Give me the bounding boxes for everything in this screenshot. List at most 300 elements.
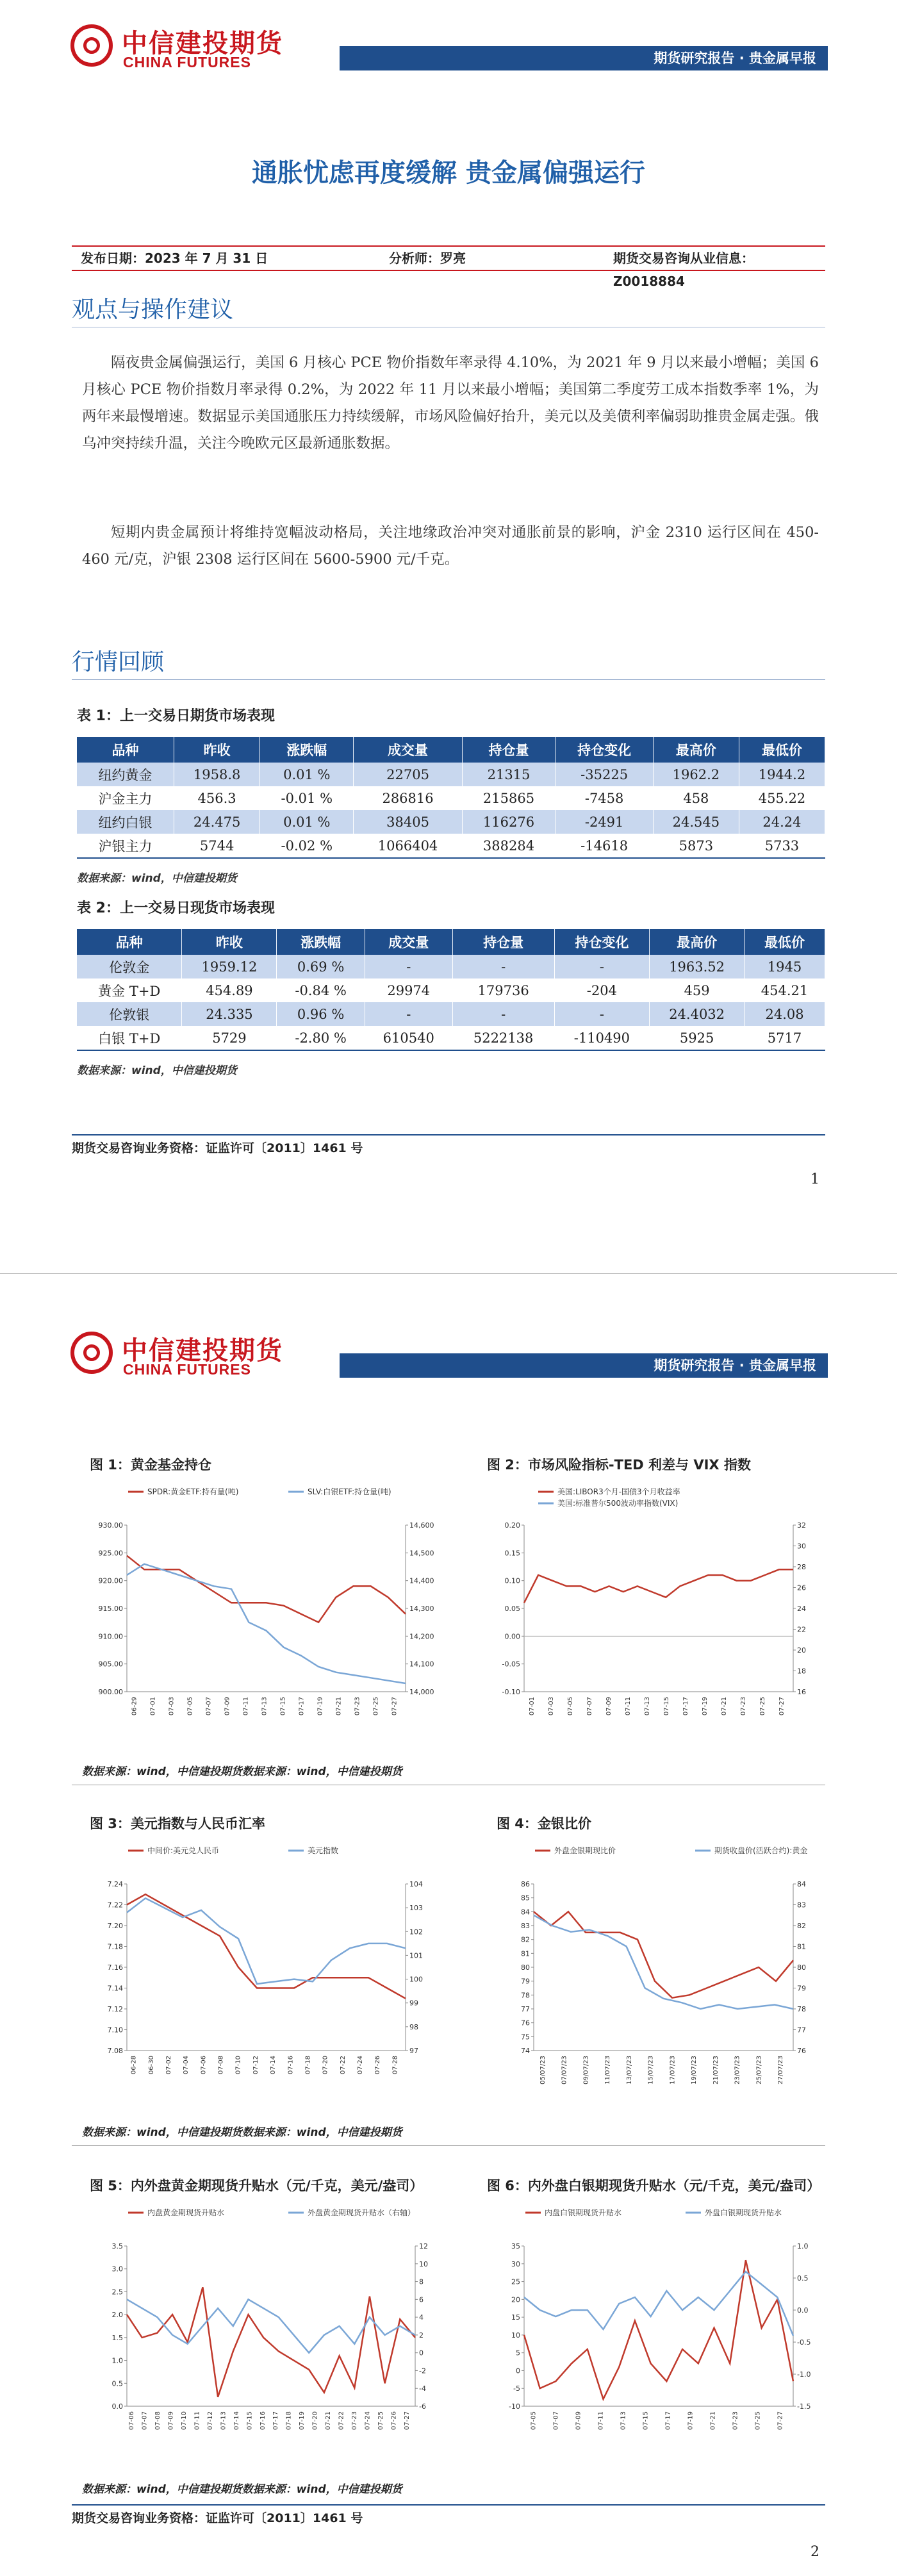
x-tick-label: 07-28: [391, 2056, 399, 2075]
col-header: 成交量: [354, 737, 462, 763]
footer-rule: [72, 1134, 825, 1135]
series-line: [534, 1915, 793, 2009]
series-line: [534, 1911, 793, 1997]
y-tick-label-left: 15: [511, 2313, 520, 2322]
figure-3: [90, 1813, 439, 2102]
table-cell: 伦敦银: [77, 1002, 182, 1026]
x-tick-label: 07-05: [567, 1697, 574, 1716]
table-cell: -0.02 %: [260, 834, 354, 858]
table-cell: 454.21: [745, 978, 825, 1002]
y-tick-label-right: 82: [797, 1922, 806, 1930]
table-cell: 5733: [739, 834, 825, 858]
x-tick-label: 07-27: [778, 1697, 786, 1716]
y-tick-label-right: -6: [419, 2402, 426, 2411]
y-tick-label-right: 104: [409, 1880, 423, 1888]
y-tick-label-left: 7.24: [107, 1880, 123, 1888]
y-tick-label-left: -0.05: [502, 1660, 520, 1669]
chart-usd-cny: [90, 1839, 439, 2102]
y-tick-label-right: 83: [797, 1901, 806, 1910]
logo-icon: [70, 1332, 113, 1374]
table-cell: 24.335: [182, 1002, 277, 1026]
table-cell: 1958.8: [174, 763, 260, 786]
x-tick-label: 07-15: [663, 1697, 670, 1716]
y-tick-label-left: 910.00: [98, 1632, 123, 1641]
y-tick-label-right: 8: [419, 2277, 424, 2286]
y-tick-label-left: 0.00: [504, 1632, 520, 1641]
y-tick-label-left: 79: [521, 1977, 530, 1986]
table-cell: -14618: [555, 834, 653, 858]
x-tick-label: 07-23: [350, 2411, 358, 2431]
table-cell: -: [452, 955, 554, 978]
table-cell: -: [365, 1002, 452, 1026]
y-tick-label-left: 85: [521, 1894, 530, 1903]
table-cell: 沪银主力: [77, 834, 174, 858]
y-tick-label-left: 1.0: [111, 2356, 123, 2365]
y-tick-label-left: 7.16: [107, 1963, 123, 1972]
table-cell: -: [452, 1002, 554, 1026]
table-row: [77, 1026, 825, 1050]
y-tick-label-right: 78: [797, 2005, 806, 2013]
figure-1: [90, 1455, 439, 1743]
col-header: 持仓变化: [554, 929, 650, 955]
spot-table: [77, 929, 825, 1051]
col-header: 最低价: [739, 737, 825, 763]
y-tick-label-left: 7.08: [107, 2047, 123, 2055]
y-tick-label-right: 103: [409, 1904, 423, 1913]
figure-caption: 图 2：市场风险指标-TED 利差与 VIX 指数: [487, 1457, 751, 1473]
table-cell: 116276: [462, 810, 555, 834]
meta-bar: [72, 245, 825, 289]
x-tick-label: 07-24: [357, 2056, 365, 2075]
table-cell: 伦敦金: [77, 955, 182, 978]
x-tick-label: 05/07/23: [539, 2056, 547, 2085]
y-tick-label-right: 14,500: [409, 1549, 434, 1558]
table-row: [77, 834, 825, 858]
figure-5: [90, 2176, 461, 2457]
table2-source: 数据来源：wind，中信建投期货: [77, 1064, 237, 1077]
x-tick-label: 07-20: [322, 2056, 329, 2075]
y-tick-label-left: 7.14: [107, 1984, 123, 1993]
y-tick-label-right: 14,100: [409, 1660, 434, 1669]
x-tick-label: 07-22: [338, 2411, 345, 2431]
x-tick-label: 07-14: [270, 2056, 277, 2075]
table-cell: 179736: [452, 978, 554, 1002]
x-tick-label: 07-07: [205, 1697, 213, 1716]
x-tick-label: 07-05: [530, 2411, 538, 2431]
series-line: [127, 1564, 406, 1683]
col-header: 最高价: [650, 929, 745, 955]
x-tick-label: 07-15: [246, 2411, 254, 2431]
table-cell: -2.80 %: [277, 1026, 365, 1050]
x-tick-label: 07-19: [317, 1697, 324, 1716]
y-tick-label-left: 7.20: [107, 1922, 123, 1930]
y-tick-label-left: 77: [521, 2005, 530, 2013]
y-tick-label-right: -0.5: [797, 2338, 811, 2347]
legend-label: SLV:白银ETF:持仓量(吨): [308, 1487, 391, 1496]
x-tick-label: 07-10: [181, 2411, 188, 2431]
table-cell: -0.01 %: [260, 786, 354, 810]
y-tick-label-left: 81: [521, 1949, 530, 1958]
table-cell: 1962.2: [653, 763, 739, 786]
y-tick-label-left: 83: [521, 1922, 530, 1930]
legend-label: 内盘白银期现货升贴水: [545, 2208, 622, 2217]
y-tick-label-right: 77: [797, 2026, 806, 2035]
y-tick-label-left: 74: [521, 2047, 530, 2055]
x-tick-label: 07-13: [220, 2411, 227, 2431]
x-tick-label: 07-12: [206, 2411, 214, 2431]
legend-label: 美国:标准普尔500波动率指数(VIX): [557, 1499, 679, 1508]
table-cell: 0.01 %: [260, 810, 354, 834]
col-header: 最低价: [745, 929, 825, 955]
table2-caption: 表 2：上一交易日现货市场表现: [77, 900, 275, 916]
legend-label: SPDR:黄金ETF:持有量(吨): [147, 1487, 239, 1496]
y-tick-label-left: 925.00: [98, 1549, 123, 1558]
x-tick-label: 07-13: [620, 2411, 627, 2431]
legend-label: 外盘黄金期现货升贴水（右轴）: [308, 2208, 416, 2217]
table-cell: 388284: [462, 834, 555, 858]
y-tick-label-right: 79: [797, 1984, 806, 1993]
x-tick-label: 07-10: [235, 2056, 242, 2075]
company-logo: [70, 1326, 288, 1387]
col-header: 品种: [77, 737, 174, 763]
table-cell: 455.22: [739, 786, 825, 810]
x-tick-label: 21/07/23: [712, 2056, 720, 2085]
x-tick-label: 07-17: [272, 2411, 280, 2431]
table-cell: 24.24: [739, 810, 825, 834]
y-tick-label-left: 915.00: [98, 1605, 123, 1613]
y-tick-label-right: -1.5: [797, 2402, 811, 2411]
y-tick-label-left: 78: [521, 1991, 530, 2000]
x-tick-label: 07-19: [687, 2411, 695, 2431]
company-logo: [70, 19, 288, 80]
table-row: [77, 1002, 825, 1026]
x-tick-label: 07-11: [625, 1697, 632, 1716]
logo-icon: [70, 24, 113, 67]
figure-source: 数据来源：wind，中信建投期货数据来源：wind，中信建投期货: [82, 1765, 402, 1778]
figure-caption: 图 1：黄金基金持仓: [90, 1457, 211, 1473]
table-row: [77, 978, 825, 1002]
x-tick-label: 07-07: [586, 1697, 593, 1716]
x-tick-label: 06-29: [131, 1697, 138, 1716]
x-tick-label: 07-03: [168, 1697, 176, 1716]
y-tick-label-right: 80: [797, 1963, 806, 1972]
y-tick-label-left: 82: [521, 1935, 530, 1944]
chart-silver-basis: [487, 2201, 827, 2457]
table-cell: 21315: [462, 763, 555, 786]
x-tick-label: 07-06: [200, 2056, 208, 2075]
y-tick-label-right: 20: [797, 1646, 806, 1655]
y-tick-label-right: 16: [797, 1688, 806, 1696]
x-tick-label: 07-25: [754, 2411, 762, 2431]
y-tick-label-left: 25: [511, 2277, 520, 2286]
logo-cn: 中信建投期货: [122, 1335, 283, 1366]
table-row: [77, 810, 825, 834]
x-tick-label: 07-26: [390, 2411, 398, 2431]
table-cell: 5873: [653, 834, 739, 858]
table-cell: 24.475: [174, 810, 260, 834]
x-tick-label: 07-13: [261, 1697, 268, 1716]
y-tick-label-right: 14,200: [409, 1632, 434, 1641]
y-tick-label-right: -4: [419, 2384, 426, 2393]
series-line: [524, 2272, 793, 2336]
y-tick-label-left: 0.0: [111, 2402, 123, 2411]
x-tick-label: 07-18: [285, 2411, 293, 2431]
page-gap: [0, 1234, 897, 1314]
y-tick-label-right: -1.0: [797, 2370, 811, 2379]
table-cell: -0.84 %: [277, 978, 365, 1002]
x-tick-label: 07-11: [193, 2411, 201, 2431]
y-tick-label-left: 2.5: [111, 2288, 123, 2297]
logo-en: CHINA FUTURES: [123, 1361, 251, 1378]
x-tick-label: 13/07/23: [625, 2056, 633, 2085]
x-tick-label: 07-09: [167, 2411, 175, 2431]
figure-caption: 图 3：美元指数与人民币汇率: [90, 1816, 265, 1831]
x-tick-label: 07-15: [279, 1697, 287, 1716]
footer-license: 期货交易咨询业务资格：证监许可〔2011〕1461 号: [72, 1141, 363, 1155]
x-tick-label: 07-21: [325, 2411, 333, 2431]
y-tick-label-left: 905.00: [98, 1660, 123, 1669]
x-tick-label: 09/07/23: [582, 2056, 590, 2085]
table-cell: 1945: [745, 955, 825, 978]
section-rule: [72, 679, 825, 680]
figure-source: 数据来源：wind，中信建投期货数据来源：wind，中信建投期货: [82, 2483, 402, 2496]
x-tick-label: 07-13: [644, 1697, 651, 1716]
table-cell: 456.3: [174, 786, 260, 810]
y-tick-label-left: -0.10: [502, 1688, 520, 1696]
series-line: [127, 2287, 415, 2397]
table-cell: -: [365, 955, 452, 978]
x-tick-label: 25/07/23: [755, 2056, 763, 2085]
x-tick-label: 07-16: [287, 2056, 295, 2075]
x-tick-label: 06-28: [130, 2056, 138, 2075]
report-banner: 期货研究报告 · 贵金属早报: [340, 46, 828, 70]
y-tick-label-left: 2.0: [111, 2311, 123, 2320]
x-tick-label: 07-08: [154, 2411, 162, 2431]
legend-label: 外盘金银期现比价: [554, 1846, 616, 1855]
col-header: 涨跌幅: [260, 737, 354, 763]
x-tick-label: 07-19: [702, 1697, 709, 1716]
table-cell: 24.08: [745, 1002, 825, 1026]
x-tick-label: 07-21: [709, 2411, 717, 2431]
chart-gold-etf: [90, 1480, 439, 1743]
y-tick-label-left: 5: [516, 2349, 520, 2357]
y-tick-label-left: 86: [521, 1880, 530, 1888]
col-header: 涨跌幅: [277, 929, 365, 955]
y-tick-label-right: 14,300: [409, 1605, 434, 1613]
series-line: [127, 1556, 406, 1622]
futures-table: [77, 737, 825, 859]
y-tick-label-right: 6: [419, 2295, 424, 2304]
table1-source: 数据来源：wind，中信建投期货: [77, 872, 237, 885]
y-tick-label-right: 22: [797, 1625, 806, 1634]
x-tick-label: 07-07: [141, 2411, 149, 2431]
table-cell: -35225: [555, 763, 653, 786]
footer-license: 期货交易咨询业务资格：证监许可〔2011〕1461 号: [72, 2511, 363, 2525]
table-cell: 5222138: [452, 1026, 554, 1050]
paragraph-2: 短期内贵金属预计将维持宽幅波动格局，关注地缘政治冲突对通胀前景的影响，沪金 2310 运行区间在 450-460 元/克，沪银 2308 运行区间在 5600-5900 元/千克。: [82, 524, 819, 568]
y-tick-label-right: 12: [419, 2242, 428, 2250]
legend-label: 美国:LIBOR3个月-国债3个月收益率: [557, 1487, 680, 1496]
x-tick-label: 19/07/23: [691, 2056, 698, 2085]
y-tick-label-left: -5: [513, 2384, 520, 2393]
table-cell: -7458: [555, 786, 653, 810]
x-tick-label: 07-25: [377, 2411, 384, 2431]
x-tick-label: 23/07/23: [734, 2056, 741, 2085]
x-tick-label: 07-04: [183, 2056, 190, 2075]
col-header: 品种: [77, 929, 182, 955]
logo-cn: 中信建投期货: [122, 28, 283, 58]
col-header: 持仓变化: [555, 737, 653, 763]
table-cell: 24.4032: [650, 1002, 745, 1026]
col-header: 持仓量: [452, 929, 554, 955]
page-number: 2: [811, 2544, 819, 2560]
y-tick-label-left: 0.10: [504, 1576, 520, 1585]
figure-4: [497, 1813, 827, 2102]
y-tick-label-left: 3.5: [111, 2242, 123, 2250]
table-cell: 22705: [354, 763, 462, 786]
x-tick-label: 07-26: [374, 2056, 382, 2075]
x-tick-label: 07-20: [311, 2411, 319, 2431]
table-cell: 38405: [354, 810, 462, 834]
x-tick-label: 07-18: [304, 2056, 312, 2075]
y-tick-label-right: 24: [797, 1605, 806, 1613]
x-tick-label: 07-19: [299, 2411, 306, 2431]
x-tick-label: 07-27: [777, 2411, 784, 2431]
col-header: 昨收: [182, 929, 277, 955]
y-tick-label-right: 0: [419, 2349, 424, 2357]
x-tick-label: 07-07: [552, 2411, 560, 2431]
series-line: [127, 1898, 406, 1984]
y-tick-label-left: 1.5: [111, 2333, 123, 2342]
table1-caption: 表 1：上一交易日期货市场表现: [77, 708, 275, 724]
table-cell: 29974: [365, 978, 452, 1002]
table-cell: -110490: [554, 1026, 650, 1050]
table-cell: 215865: [462, 786, 555, 810]
table-cell: 黄金 T+D: [77, 978, 182, 1002]
table-cell: 286816: [354, 786, 462, 810]
y-tick-label-left: 20: [511, 2295, 520, 2304]
table-row: [77, 786, 825, 810]
y-tick-label-left: 0.20: [504, 1521, 520, 1530]
x-tick-label: 07-14: [233, 2411, 240, 2431]
y-tick-label-left: 7.10: [107, 2026, 123, 2035]
y-tick-label-right: 14,400: [409, 1576, 434, 1585]
x-tick-label: 07-22: [339, 2056, 347, 2075]
table-cell: 1963.52: [650, 955, 745, 978]
x-tick-label: 07-17: [682, 1697, 689, 1716]
x-tick-label: 17/07/23: [669, 2056, 677, 2085]
y-tick-label-left: 10: [511, 2331, 520, 2340]
table-cell: 0.96 %: [277, 1002, 365, 1026]
table-cell: -204: [554, 978, 650, 1002]
y-tick-label-left: 35: [511, 2242, 520, 2250]
y-tick-label-right: 14,000: [409, 1688, 434, 1696]
col-header: 成交量: [365, 929, 452, 955]
y-tick-label-right: 102: [409, 1928, 423, 1936]
table-cell: 458: [653, 786, 739, 810]
x-tick-label: 07-08: [217, 2056, 225, 2075]
y-tick-label-right: 30: [797, 1542, 806, 1551]
table-header-row: [77, 929, 825, 955]
y-tick-label-right: 1.0: [797, 2242, 809, 2250]
x-tick-label: 15/07/23: [647, 2056, 655, 2085]
y-tick-label-right: 98: [409, 2022, 418, 2031]
page-number: 1: [811, 1171, 819, 1187]
legend-label: 内盘黄金期现货升贴水: [147, 2208, 225, 2217]
table-cell: 459: [650, 978, 745, 1002]
x-tick-label: 07-27: [403, 2411, 411, 2431]
col-header: 昨收: [174, 737, 260, 763]
table-cell: 5729: [182, 1026, 277, 1050]
x-tick-label: 07-27: [391, 1697, 399, 1716]
footer-rule: [72, 2504, 825, 2506]
figure-caption: 图 6：内外盘白银期现货升贴水（元/千克，美元/盎司）: [487, 2178, 821, 2193]
y-tick-label-left: 0: [516, 2366, 520, 2375]
page-divider: [0, 1273, 897, 1274]
chart-ted-vix: [487, 1480, 827, 1743]
y-tick-label-left: 0.15: [504, 1549, 520, 1558]
table-cell: 5925: [650, 1026, 745, 1050]
y-tick-label-right: 10: [419, 2259, 428, 2268]
table-cell: 纽约黄金: [77, 763, 174, 786]
license-info: 期货交易咨询从业信息：Z0018884: [613, 251, 754, 289]
y-tick-label-right: 2: [419, 2331, 424, 2340]
y-tick-label-right: 81: [797, 1942, 806, 1951]
y-tick-label-left: 75: [521, 2033, 530, 2042]
series-line: [524, 1569, 793, 1603]
y-tick-label-right: 4: [419, 2313, 424, 2322]
y-tick-label-right: 0.5: [797, 2274, 809, 2283]
table-header-row: [77, 737, 825, 763]
logo-en: CHINA FUTURES: [123, 54, 251, 70]
y-tick-label-left: 7.12: [107, 2005, 123, 2013]
x-tick-label: 07-06: [128, 2411, 136, 2431]
x-tick-label: 07-01: [149, 1697, 157, 1716]
x-tick-label: 07-01: [529, 1697, 536, 1716]
legend-label: 美元指数: [308, 1846, 339, 1855]
page-2: [0, 1314, 897, 2576]
table-cell: 5717: [745, 1026, 825, 1050]
y-tick-label-right: 100: [409, 1975, 423, 1984]
x-tick-label: 07-02: [165, 2056, 172, 2075]
figure-source: 数据来源：wind，中信建投期货数据来源：wind，中信建投期货: [82, 2126, 402, 2139]
analyst: 分析师：罗亮: [389, 251, 466, 266]
x-tick-label: 07/07/23: [561, 2056, 568, 2085]
table-cell: -2491: [555, 810, 653, 834]
table-cell: 5744: [174, 834, 260, 858]
x-tick-label: 07-09: [224, 1697, 231, 1716]
x-tick-label: 11/07/23: [604, 2056, 612, 2085]
x-tick-label: 07-15: [642, 2411, 650, 2431]
table-row: [77, 763, 825, 786]
table-cell: 0.69 %: [277, 955, 365, 978]
y-tick-label-right: 0.0: [797, 2306, 809, 2315]
y-tick-label-left: 80: [521, 1963, 530, 1972]
x-tick-label: 07-05: [186, 1697, 194, 1716]
y-tick-label-left: 900.00: [98, 1688, 123, 1696]
col-header: 持仓量: [462, 737, 555, 763]
x-tick-label: 07-12: [252, 2056, 259, 2075]
table-cell: 纽约白银: [77, 810, 174, 834]
x-tick-label: 07-03: [548, 1697, 555, 1716]
table-cell: 1959.12: [182, 955, 277, 978]
figure-caption: 图 4：金银比价: [497, 1816, 591, 1831]
y-tick-label-left: 7.18: [107, 1942, 123, 1951]
y-tick-label-right: 32: [797, 1521, 806, 1530]
chart-gold-silver-ratio: [497, 1839, 827, 2102]
section-heading-advice: 观点与操作建议: [72, 297, 234, 323]
publish-date: 发布日期：2023 年 7 月 31 日: [81, 251, 268, 266]
